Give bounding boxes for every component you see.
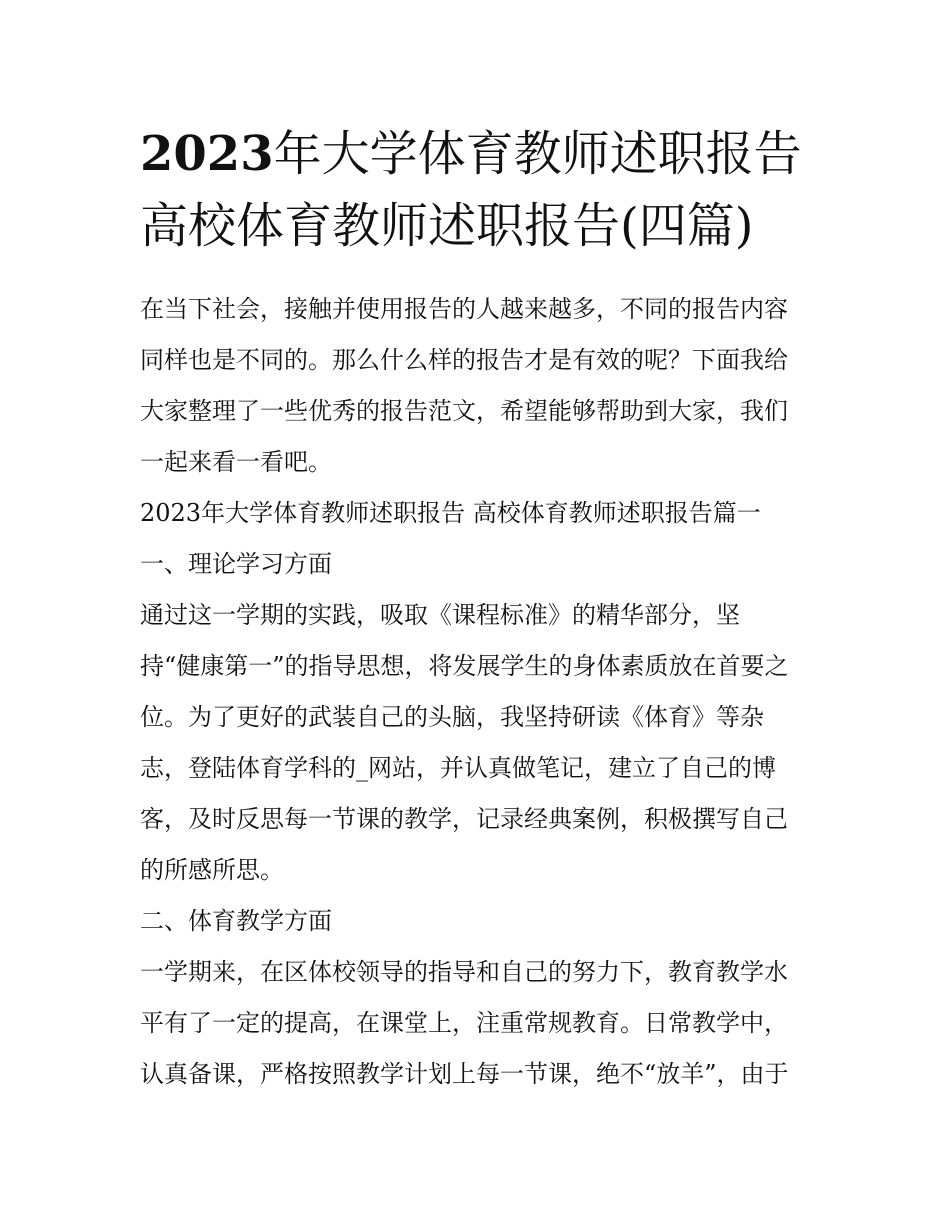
title-line-2: 高校体育教师述职报告(四篇): [140, 198, 754, 254]
text-line: 持“健康第一”的指导思想，将发展学生的身体素质放在首要之: [140, 652, 789, 680]
document-body: [140, 284, 820, 1100]
title-year: 2023: [140, 126, 274, 182]
text-line: 2023年大学体育教师述职报告 高校体育教师述职报告篇一: [140, 499, 761, 527]
intro-paragraph: [140, 284, 820, 488]
text-line: 位。为了更好的武装自己的头脑，我坚持研读《体育》等杂: [140, 703, 764, 731]
text-line: 在当下社会，接触并使用报告的人越来越多，不同的报告内容: [140, 295, 788, 323]
text-line: 的所感所思。: [140, 856, 284, 884]
title-line-1: [140, 118, 820, 190]
section-heading-theory-study: [140, 539, 820, 590]
text-line: 一学期来，在区体校领导的指导和自己的努力下，教育教学水: [140, 958, 788, 986]
section-heading-pe-teaching: [140, 896, 820, 947]
document-title: [140, 118, 820, 262]
pe-teaching-paragraph: [140, 947, 820, 1100]
document-page: [140, 118, 820, 1100]
text-line: 二、体育教学方面: [140, 907, 332, 935]
text-line: 大家整理了一些优秀的报告范文，希望能够帮助到大家，我们: [140, 397, 788, 425]
text-line: 一起来看一看吧。: [140, 448, 332, 476]
text-line: 平有了一定的提高，在课堂上，注重常规教育。日常教学中，: [140, 1009, 788, 1037]
text-line: 客，及时反思每一节课的教学，记录经典案例，积极撰写自己: [140, 805, 788, 833]
text-line: 同样也是不同的。那么什么样的报告才是有效的呢？下面我给: [140, 346, 788, 374]
text-line: 通过这一学期的实践，吸取《课程标准》的精华部分，坚: [140, 601, 740, 629]
title-line-1-text: 年大学体育教师述职报告: [273, 126, 802, 182]
text-line: 志，登陆体育学科的_网站，并认真做笔记，建立了自己的博: [140, 754, 776, 782]
text-line: 一、理论学习方面: [140, 550, 332, 578]
section-heading-article-one: [140, 488, 820, 539]
theory-study-paragraph: [140, 590, 820, 896]
text-line: 认真备课，严格按照教学计划上每一节课，绝不“放羊”，由于: [140, 1060, 789, 1088]
